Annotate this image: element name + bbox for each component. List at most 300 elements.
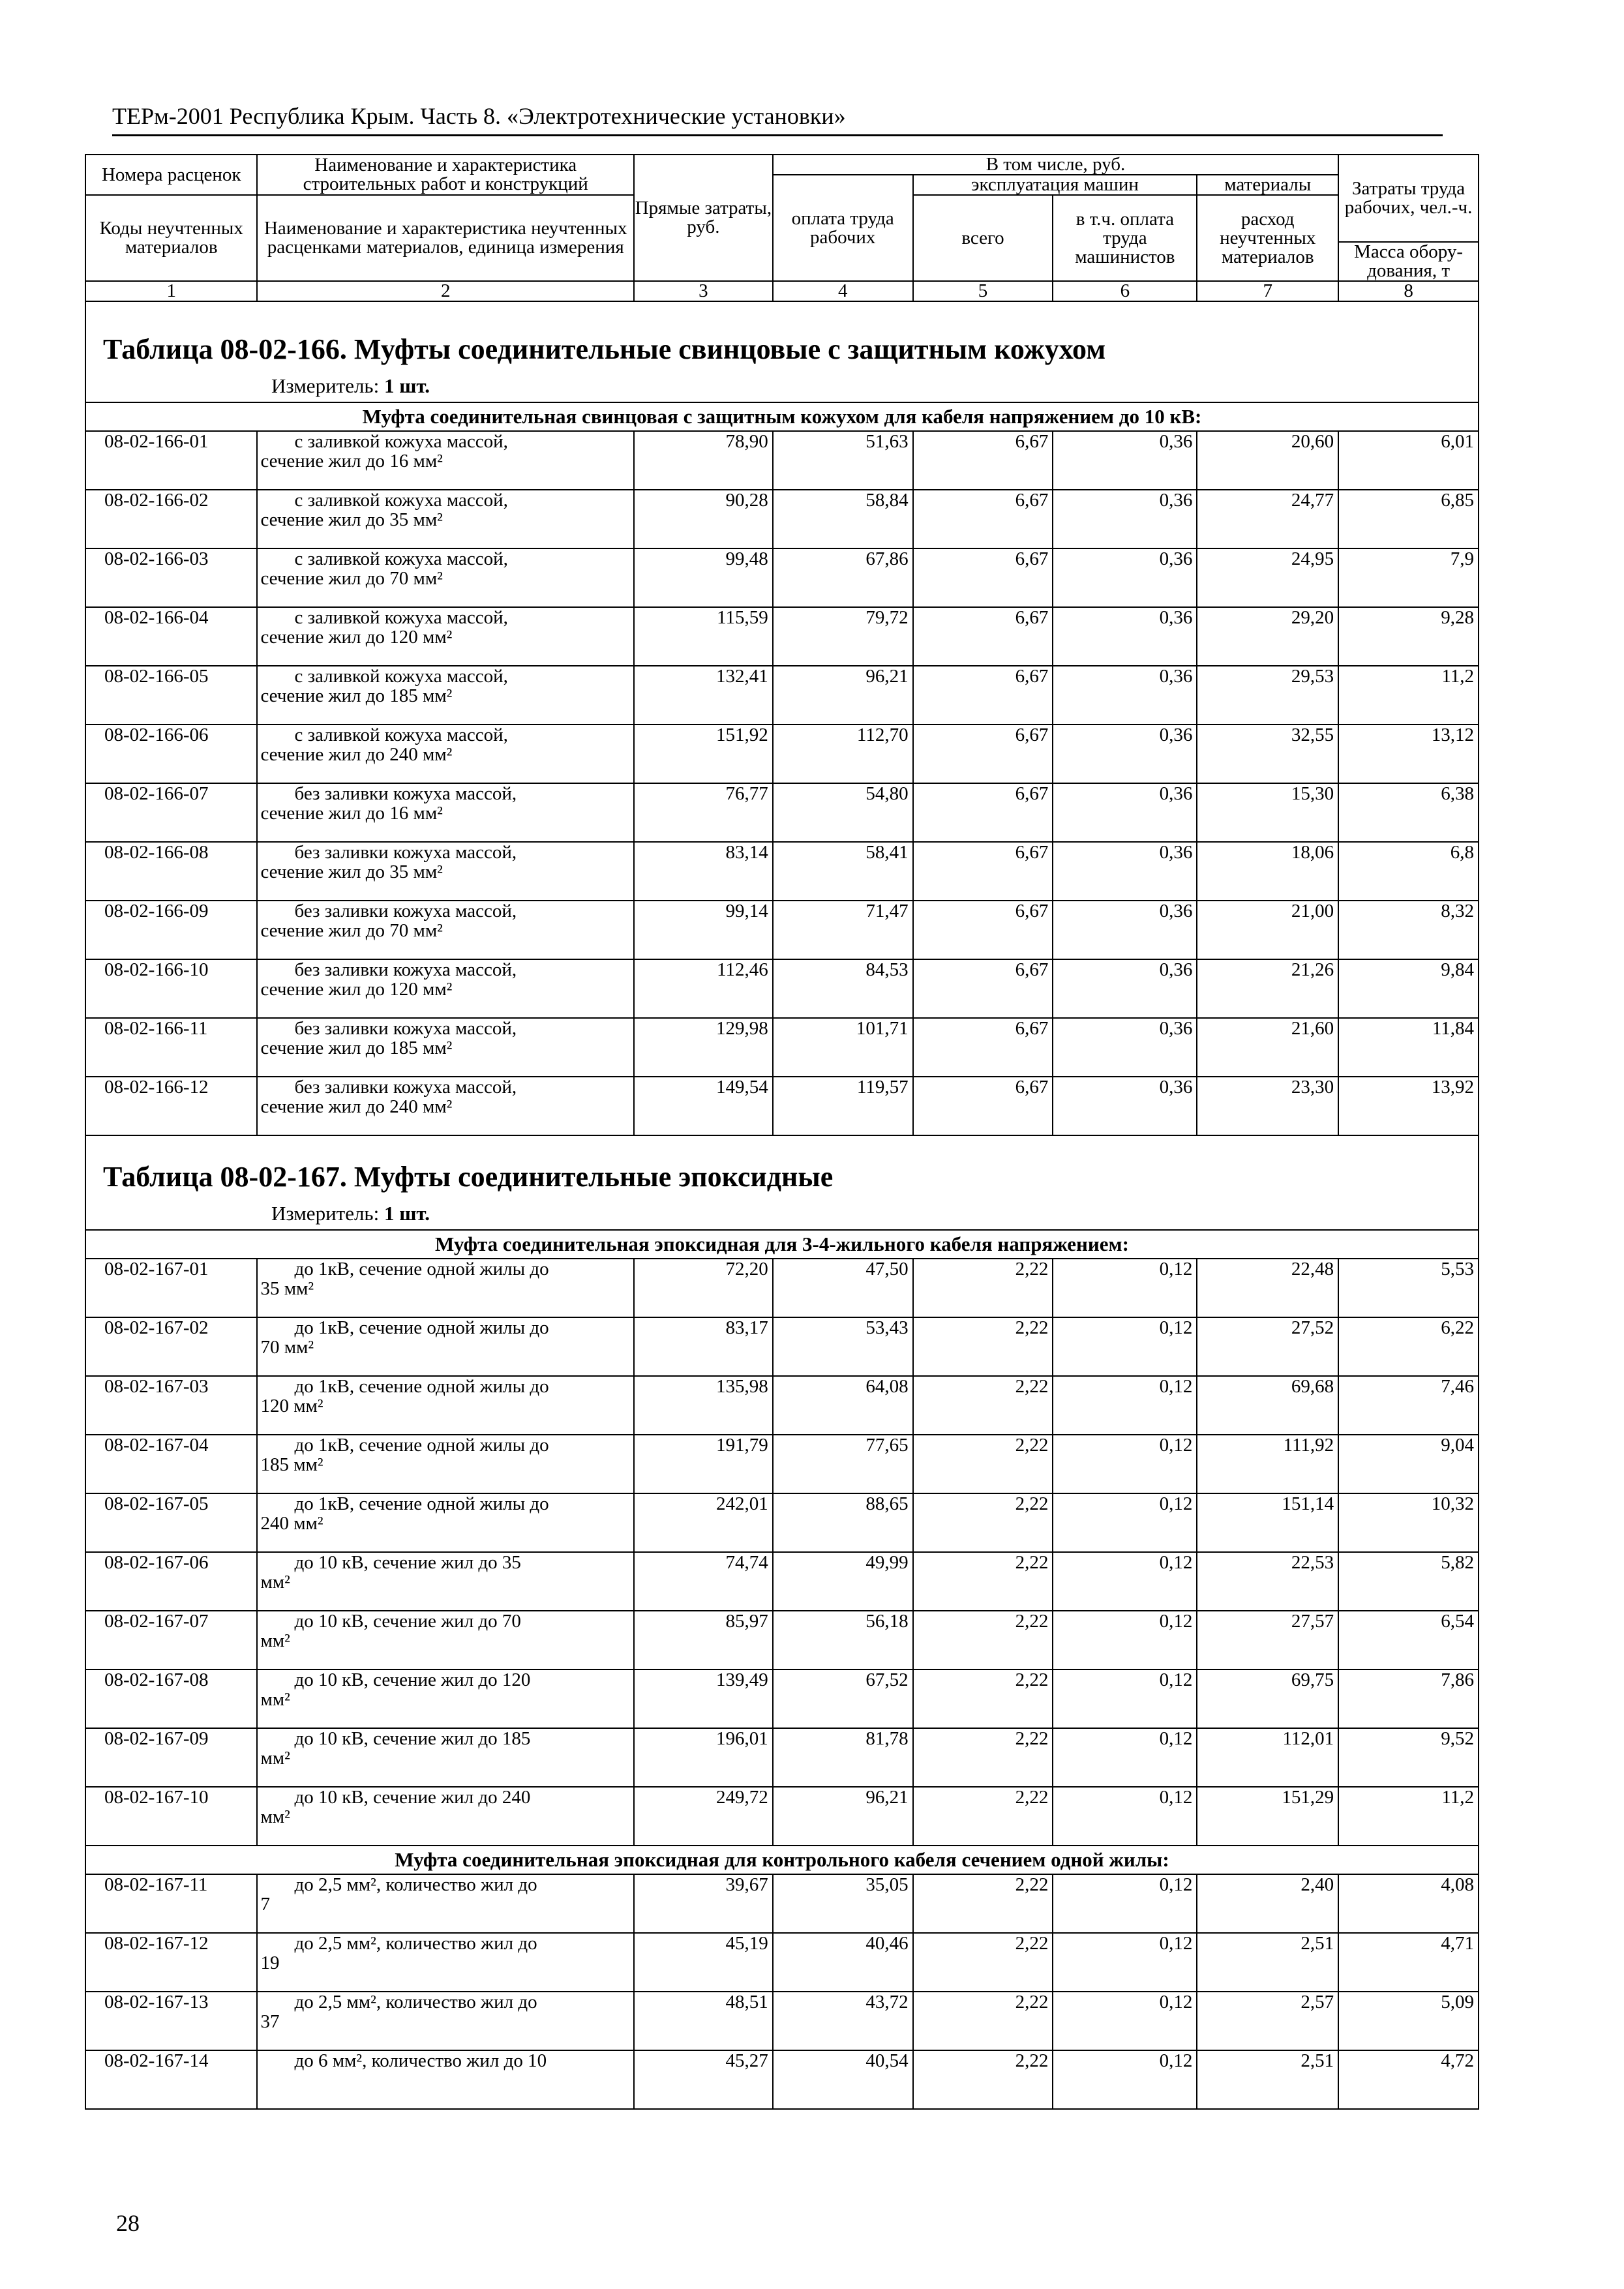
rate-code: 08-02-166-05 bbox=[85, 666, 257, 725]
measure-unit: 1 шт. bbox=[383, 374, 430, 397]
labor-hours: 6,38 bbox=[1338, 783, 1479, 842]
materials-cost: 29,20 bbox=[1197, 607, 1338, 666]
rate-description bbox=[257, 490, 634, 548]
description-line-1: до 1кВ, сечение одной жилы до bbox=[294, 1259, 549, 1279]
labor-hours: 6,01 bbox=[1338, 431, 1479, 490]
table-row bbox=[85, 1728, 1479, 1787]
machines-header: эксплуатация машин bbox=[913, 175, 1197, 195]
description-line-1: до 1кВ, сечение одной жилы до bbox=[294, 1317, 549, 1338]
labor-hours: 6,54 bbox=[1338, 1611, 1479, 1669]
direct-cost: 85,97 bbox=[634, 1611, 773, 1669]
labor-hours: 4,08 bbox=[1338, 1874, 1479, 1933]
materials-cost: 21,00 bbox=[1197, 901, 1338, 959]
machinist-wages: 0,36 bbox=[1053, 901, 1197, 959]
machinist-wages: 0,12 bbox=[1053, 1493, 1197, 1552]
direct-cost: 115,59 bbox=[634, 607, 773, 666]
labor-wages: 96,21 bbox=[773, 666, 913, 725]
labor-hours: 7,9 bbox=[1338, 548, 1479, 607]
machines-total: 2,22 bbox=[913, 1317, 1053, 1376]
description-line-2: 70 мм² bbox=[260, 1337, 314, 1358]
rate-code: 08-02-166-03 bbox=[85, 548, 257, 607]
rate-description bbox=[257, 1611, 634, 1669]
description-line-2: 185 мм² bbox=[260, 1454, 323, 1475]
section-subtitle: Муфта соединительная эпоксидная для контрольного кабеля сечением одной жилы: bbox=[85, 1846, 1479, 1874]
materials-cost: 27,52 bbox=[1197, 1317, 1338, 1376]
description-line-2: сечение жил до 35 мм² bbox=[260, 861, 443, 882]
table-row bbox=[85, 1787, 1479, 1846]
direct-cost: 151,92 bbox=[634, 725, 773, 783]
rate-description bbox=[257, 1669, 634, 1728]
col1-bottom-header: Коды неучтенных материалов bbox=[85, 195, 257, 281]
measure-unit-line bbox=[85, 370, 1479, 402]
rate-description bbox=[257, 431, 634, 490]
machinist-wages: 0,36 bbox=[1053, 431, 1197, 490]
description-line-1: до 6 мм², количество жил до 10 bbox=[294, 2050, 547, 2071]
labor-hours: 6,8 bbox=[1338, 842, 1479, 901]
rate-description bbox=[257, 1992, 634, 2050]
labor-wages: 84,53 bbox=[773, 959, 913, 1018]
labor-hours: 11,84 bbox=[1338, 1018, 1479, 1077]
machinist-wages: 0,36 bbox=[1053, 725, 1197, 783]
table-row bbox=[85, 2050, 1479, 2109]
materials-cost: 69,68 bbox=[1197, 1376, 1338, 1435]
col6-header: в т.ч. оплата труда машинистов bbox=[1053, 195, 1197, 281]
incl-header: В том числе, руб. bbox=[773, 155, 1338, 175]
table-row bbox=[85, 1493, 1479, 1552]
col4-header: оплата труда рабочих bbox=[773, 175, 913, 281]
labor-wages: 119,57 bbox=[773, 1077, 913, 1135]
description-line-2: 37 bbox=[260, 2011, 280, 2032]
description-line-2: сечение жил до 240 мм² bbox=[260, 1096, 453, 1117]
direct-cost: 83,14 bbox=[634, 842, 773, 901]
col1-top-header: Номера расценок bbox=[85, 155, 257, 195]
col8-top-header: Затраты труда рабочих, чел.-ч. bbox=[1338, 155, 1479, 242]
table-row bbox=[85, 842, 1479, 901]
description-line-2: мм² bbox=[260, 1630, 290, 1651]
rate-description bbox=[257, 1259, 634, 1317]
table-title: Таблица 08-02-167. Муфты соединительные эпоксидные bbox=[103, 1161, 834, 1193]
rate-description bbox=[257, 1933, 634, 1992]
machines-total: 6,67 bbox=[913, 1077, 1053, 1135]
description-line-1: до 10 кВ, сечение жил до 35 bbox=[294, 1552, 521, 1573]
direct-cost: 196,01 bbox=[634, 1728, 773, 1787]
labor-hours: 13,92 bbox=[1338, 1077, 1479, 1135]
table-row bbox=[85, 959, 1479, 1018]
section-subtitle: Муфта соединительная свинцовая с защитным кожухом для кабеля напряжением до 10 кВ: bbox=[85, 402, 1479, 431]
machines-total: 2,22 bbox=[913, 1552, 1053, 1611]
description-line-2: мм² bbox=[260, 1689, 290, 1710]
materials-cost: 111,92 bbox=[1197, 1435, 1338, 1493]
machines-total: 6,67 bbox=[913, 548, 1053, 607]
table-row bbox=[85, 431, 1479, 490]
labor-hours: 9,84 bbox=[1338, 959, 1479, 1018]
table-row bbox=[85, 1552, 1479, 1611]
description-line-1: с заливкой кожуха массой, bbox=[294, 725, 508, 745]
measure-unit: 1 шт. bbox=[383, 1202, 430, 1225]
labor-wages: 58,41 bbox=[773, 842, 913, 901]
measure-label: Измеритель: bbox=[271, 1202, 384, 1225]
machines-total: 2,22 bbox=[913, 1259, 1053, 1317]
labor-wages: 67,52 bbox=[773, 1669, 913, 1728]
materials-cost: 112,01 bbox=[1197, 1728, 1338, 1787]
description-line-2: сечение жил до 16 мм² bbox=[260, 451, 443, 471]
labor-wages: 67,86 bbox=[773, 548, 913, 607]
materials-cost: 18,06 bbox=[1197, 842, 1338, 901]
machines-total: 2,22 bbox=[913, 1992, 1053, 2050]
direct-cost: 72,20 bbox=[634, 1259, 773, 1317]
machinist-wages: 0,36 bbox=[1053, 842, 1197, 901]
rate-description bbox=[257, 783, 634, 842]
direct-cost: 48,51 bbox=[634, 1992, 773, 2050]
rate-description bbox=[257, 1376, 634, 1435]
machines-total: 2,22 bbox=[913, 1493, 1053, 1552]
rate-description bbox=[257, 1018, 634, 1077]
machines-total: 2,22 bbox=[913, 1376, 1053, 1435]
table-row bbox=[85, 1018, 1479, 1077]
labor-hours: 9,04 bbox=[1338, 1435, 1479, 1493]
rate-code: 08-02-166-04 bbox=[85, 607, 257, 666]
description-line-1: до 10 кВ, сечение жил до 185 bbox=[294, 1728, 531, 1749]
direct-cost: 99,48 bbox=[634, 548, 773, 607]
labor-hours: 7,46 bbox=[1338, 1376, 1479, 1435]
column-number-cell: 6 bbox=[1053, 281, 1197, 301]
labor-wages: 77,65 bbox=[773, 1435, 913, 1493]
table-row bbox=[85, 1611, 1479, 1669]
table-row bbox=[85, 1077, 1479, 1135]
labor-hours: 4,72 bbox=[1338, 2050, 1479, 2109]
description-line-2: сечение жил до 120 мм² bbox=[260, 979, 453, 1000]
labor-wages: 43,72 bbox=[773, 1992, 913, 2050]
col3-header: Прямые затраты, руб. bbox=[634, 155, 773, 281]
direct-cost: 45,27 bbox=[634, 2050, 773, 2109]
machines-total: 6,67 bbox=[913, 1018, 1053, 1077]
column-number-cell: 3 bbox=[634, 281, 773, 301]
machinist-wages: 0,12 bbox=[1053, 1376, 1197, 1435]
labor-wages: 88,65 bbox=[773, 1493, 913, 1552]
description-line-2: сечение жил до 120 мм² bbox=[260, 627, 453, 648]
rate-description bbox=[257, 2050, 634, 2109]
labor-hours: 9,28 bbox=[1338, 607, 1479, 666]
rate-description bbox=[257, 842, 634, 901]
table-row bbox=[85, 548, 1479, 607]
labor-hours: 9,52 bbox=[1338, 1728, 1479, 1787]
rate-code: 08-02-166-08 bbox=[85, 842, 257, 901]
materials-cost: 22,48 bbox=[1197, 1259, 1338, 1317]
labor-wages: 51,63 bbox=[773, 431, 913, 490]
price-table bbox=[85, 154, 1479, 2110]
labor-wages: 81,78 bbox=[773, 1728, 913, 1787]
rate-code: 08-02-167-02 bbox=[85, 1317, 257, 1376]
description-line-1: без заливки кожуха массой, bbox=[294, 1018, 517, 1039]
labor-hours: 5,09 bbox=[1338, 1992, 1479, 2050]
direct-cost: 139,49 bbox=[634, 1669, 773, 1728]
labor-hours: 11,2 bbox=[1338, 666, 1479, 725]
rate-code: 08-02-167-06 bbox=[85, 1552, 257, 1611]
description-line-1: без заливки кожуха массой, bbox=[294, 959, 517, 980]
rate-code: 08-02-167-03 bbox=[85, 1376, 257, 1435]
machinist-wages: 0,36 bbox=[1053, 490, 1197, 548]
table-row bbox=[85, 1933, 1479, 1992]
rate-code: 08-02-167-13 bbox=[85, 1992, 257, 2050]
labor-hours: 7,86 bbox=[1338, 1669, 1479, 1728]
measure-label: Измеритель: bbox=[271, 374, 384, 397]
direct-cost: 74,74 bbox=[634, 1552, 773, 1611]
labor-hours: 8,32 bbox=[1338, 901, 1479, 959]
measure-unit-line bbox=[85, 1198, 1479, 1230]
description-line-2: 240 мм² bbox=[260, 1513, 323, 1534]
machines-total: 2,22 bbox=[913, 1933, 1053, 1992]
rate-code: 08-02-167-10 bbox=[85, 1787, 257, 1846]
direct-cost: 249,72 bbox=[634, 1787, 773, 1846]
materials-cost: 2,57 bbox=[1197, 1992, 1338, 2050]
materials-cost: 21,60 bbox=[1197, 1018, 1338, 1077]
labor-wages: 96,21 bbox=[773, 1787, 913, 1846]
labor-wages: 79,72 bbox=[773, 607, 913, 666]
machinist-wages: 0,12 bbox=[1053, 1669, 1197, 1728]
column-number-cell: 8 bbox=[1338, 281, 1479, 301]
machinist-wages: 0,36 bbox=[1053, 959, 1197, 1018]
description-line-1: до 10 кВ, сечение жил до 70 bbox=[294, 1611, 521, 1632]
rate-code: 08-02-167-14 bbox=[85, 2050, 257, 2109]
direct-cost: 83,17 bbox=[634, 1317, 773, 1376]
rate-code: 08-02-167-08 bbox=[85, 1669, 257, 1728]
description-line-2: 120 мм² bbox=[260, 1396, 323, 1416]
machines-total: 6,67 bbox=[913, 783, 1053, 842]
col7-header: расход неучтенных материалов bbox=[1197, 195, 1338, 281]
machinist-wages: 0,36 bbox=[1053, 666, 1197, 725]
labor-wages: 64,08 bbox=[773, 1376, 913, 1435]
labor-hours: 6,85 bbox=[1338, 490, 1479, 548]
labor-wages: 35,05 bbox=[773, 1874, 913, 1933]
labor-hours: 6,22 bbox=[1338, 1317, 1479, 1376]
materials-cost: 24,95 bbox=[1197, 548, 1338, 607]
materials-cost: 151,14 bbox=[1197, 1493, 1338, 1552]
rate-code: 08-02-166-10 bbox=[85, 959, 257, 1018]
table-row bbox=[85, 1317, 1479, 1376]
labor-wages: 40,54 bbox=[773, 2050, 913, 2109]
rate-code: 08-02-167-12 bbox=[85, 1933, 257, 1992]
direct-cost: 90,28 bbox=[634, 490, 773, 548]
rate-code: 08-02-166-11 bbox=[85, 1018, 257, 1077]
rate-description bbox=[257, 1728, 634, 1787]
materials-cost: 21,26 bbox=[1197, 959, 1338, 1018]
machinist-wages: 0,12 bbox=[1053, 1787, 1197, 1846]
machines-total: 6,67 bbox=[913, 725, 1053, 783]
direct-cost: 78,90 bbox=[634, 431, 773, 490]
materials-cost: 32,55 bbox=[1197, 725, 1338, 783]
labor-hours: 4,71 bbox=[1338, 1933, 1479, 1992]
rate-code: 08-02-166-07 bbox=[85, 783, 257, 842]
machines-total: 2,22 bbox=[913, 1611, 1053, 1669]
machines-total: 6,67 bbox=[913, 666, 1053, 725]
labor-wages: 49,99 bbox=[773, 1552, 913, 1611]
rate-description bbox=[257, 1787, 634, 1846]
machinist-wages: 0,36 bbox=[1053, 1077, 1197, 1135]
machinist-wages: 0,36 bbox=[1053, 1018, 1197, 1077]
description-line-2: сечение жил до 185 мм² bbox=[260, 1038, 453, 1058]
machines-total: 6,67 bbox=[913, 842, 1053, 901]
direct-cost: 39,67 bbox=[634, 1874, 773, 1933]
labor-wages: 40,46 bbox=[773, 1933, 913, 1992]
direct-cost: 76,77 bbox=[634, 783, 773, 842]
machinist-wages: 0,12 bbox=[1053, 1259, 1197, 1317]
column-number-row bbox=[85, 281, 1479, 301]
table-row bbox=[85, 1435, 1479, 1493]
materials-header: материалы bbox=[1197, 175, 1338, 195]
description-line-1: до 10 кВ, сечение жил до 120 bbox=[294, 1669, 531, 1690]
labor-hours: 5,53 bbox=[1338, 1259, 1479, 1317]
description-line-1: без заливки кожуха массой, bbox=[294, 901, 517, 921]
materials-cost: 27,57 bbox=[1197, 1611, 1338, 1669]
materials-cost: 15,30 bbox=[1197, 783, 1338, 842]
rate-description bbox=[257, 901, 634, 959]
rate-description bbox=[257, 607, 634, 666]
machinist-wages: 0,36 bbox=[1053, 783, 1197, 842]
column-number-cell: 7 bbox=[1197, 281, 1338, 301]
machinist-wages: 0,12 bbox=[1053, 1317, 1197, 1376]
description-line-1: до 1кВ, сечение одной жилы до bbox=[294, 1435, 549, 1456]
labor-hours: 13,12 bbox=[1338, 725, 1479, 783]
direct-cost: 242,01 bbox=[634, 1493, 773, 1552]
column-number-cell: 5 bbox=[913, 281, 1053, 301]
description-line-2: сечение жил до 16 мм² bbox=[260, 803, 443, 824]
description-line-2: 7 bbox=[260, 1894, 270, 1915]
rate-description bbox=[257, 666, 634, 725]
table-row bbox=[85, 1669, 1479, 1728]
labor-wages: 56,18 bbox=[773, 1611, 913, 1669]
rate-code: 08-02-166-02 bbox=[85, 490, 257, 548]
machines-total: 2,22 bbox=[913, 1728, 1053, 1787]
col2-top-header: Наименование и характеристика строительных работ и конструкций bbox=[257, 155, 634, 195]
description-line-1: до 2,5 мм², количество жил до bbox=[294, 1874, 537, 1895]
machines-total: 2,22 bbox=[913, 1787, 1053, 1846]
description-line-2: 19 bbox=[260, 1952, 280, 1973]
materials-cost: 20,60 bbox=[1197, 431, 1338, 490]
description-line-2: сечение жил до 35 мм² bbox=[260, 509, 443, 530]
materials-cost: 2,40 bbox=[1197, 1874, 1338, 1933]
machinist-wages: 0,12 bbox=[1053, 1611, 1197, 1669]
column-number-cell: 1 bbox=[85, 281, 257, 301]
description-line-2: мм² bbox=[260, 1572, 290, 1593]
table-body bbox=[85, 155, 1479, 2109]
rate-code: 08-02-167-09 bbox=[85, 1728, 257, 1787]
machinist-wages: 0,36 bbox=[1053, 548, 1197, 607]
table-row bbox=[85, 1259, 1479, 1317]
rate-code: 08-02-166-09 bbox=[85, 901, 257, 959]
rate-description bbox=[257, 1077, 634, 1135]
materials-cost: 69,75 bbox=[1197, 1669, 1338, 1728]
machines-total: 2,22 bbox=[913, 1669, 1053, 1728]
description-line-1: до 1кВ, сечение одной жилы до bbox=[294, 1376, 549, 1397]
labor-wages: 101,71 bbox=[773, 1018, 913, 1077]
labor-wages: 71,47 bbox=[773, 901, 913, 959]
rate-code: 08-02-167-11 bbox=[85, 1874, 257, 1933]
rate-code: 08-02-166-12 bbox=[85, 1077, 257, 1135]
description-line-2: сечение жил до 70 мм² bbox=[260, 920, 443, 941]
table-row bbox=[85, 901, 1479, 959]
table-row bbox=[85, 1874, 1479, 1933]
page-number: 28 bbox=[116, 2210, 140, 2236]
description-line-1: с заливкой кожуха массой, bbox=[294, 431, 508, 452]
direct-cost: 45,19 bbox=[634, 1933, 773, 1992]
rate-code: 08-02-167-05 bbox=[85, 1493, 257, 1552]
rate-description bbox=[257, 725, 634, 783]
labor-wages: 112,70 bbox=[773, 725, 913, 783]
description-line-1: без заливки кожуха массой, bbox=[294, 1077, 517, 1098]
machinist-wages: 0,12 bbox=[1053, 1552, 1197, 1611]
machinist-wages: 0,12 bbox=[1053, 1435, 1197, 1493]
materials-cost: 22,53 bbox=[1197, 1552, 1338, 1611]
direct-cost: 191,79 bbox=[634, 1435, 773, 1493]
machinist-wages: 0,12 bbox=[1053, 1728, 1197, 1787]
machines-total: 6,67 bbox=[913, 959, 1053, 1018]
rate-description bbox=[257, 959, 634, 1018]
running-header: ТЕРм-2001 Республика Крым. Часть 8. «Электротехнические установки» bbox=[112, 98, 1443, 136]
description-line-2: 35 мм² bbox=[260, 1278, 314, 1299]
table-row bbox=[85, 490, 1479, 548]
column-number-cell: 4 bbox=[773, 281, 913, 301]
description-line-1: без заливки кожуха массой, bbox=[294, 842, 517, 863]
direct-cost: 149,54 bbox=[634, 1077, 773, 1135]
table-row bbox=[85, 1376, 1479, 1435]
rate-description bbox=[257, 1435, 634, 1493]
materials-cost: 2,51 bbox=[1197, 2050, 1338, 2109]
description-line-1: без заливки кожуха массой, bbox=[294, 783, 517, 804]
materials-cost: 29,53 bbox=[1197, 666, 1338, 725]
table-row bbox=[85, 783, 1479, 842]
rate-code: 08-02-166-06 bbox=[85, 725, 257, 783]
description-line-1: с заливкой кожуха массой, bbox=[294, 607, 508, 628]
col8-bottom-header: Масса обору-дования, т bbox=[1338, 242, 1479, 281]
machinist-wages: 0,36 bbox=[1053, 607, 1197, 666]
col2-bottom-header: Наименование и характеристика неучтенных расценками материалов, единица измерения bbox=[257, 195, 634, 281]
materials-cost: 24,77 bbox=[1197, 490, 1338, 548]
rate-code: 08-02-166-01 bbox=[85, 431, 257, 490]
direct-cost: 132,41 bbox=[634, 666, 773, 725]
labor-wages: 54,80 bbox=[773, 783, 913, 842]
table-row bbox=[85, 666, 1479, 725]
description-line-2: мм² bbox=[260, 1806, 290, 1827]
direct-cost: 99,14 bbox=[634, 901, 773, 959]
table-title-cell bbox=[85, 1135, 1479, 1198]
rate-description bbox=[257, 1317, 634, 1376]
direct-cost: 129,98 bbox=[634, 1018, 773, 1077]
materials-cost: 2,51 bbox=[1197, 1933, 1338, 1992]
table-title: Таблица 08-02-166. Муфты соединительные свинцовые с защитным кожухом bbox=[103, 333, 1106, 365]
machines-total: 2,22 bbox=[913, 1874, 1053, 1933]
rate-description bbox=[257, 1493, 634, 1552]
labor-wages: 58,84 bbox=[773, 490, 913, 548]
table-title-cell bbox=[85, 301, 1479, 370]
direct-cost: 112,46 bbox=[634, 959, 773, 1018]
direct-cost: 135,98 bbox=[634, 1376, 773, 1435]
description-line-2: сечение жил до 70 мм² bbox=[260, 568, 443, 589]
section-subtitle: Муфта соединительная эпоксидная для 3-4-жильного кабеля напряжением: bbox=[85, 1230, 1479, 1259]
description-line-1: до 2,5 мм², количество жил до bbox=[294, 1933, 537, 1954]
description-line-2: мм² bbox=[260, 1748, 290, 1769]
machinist-wages: 0,12 bbox=[1053, 1874, 1197, 1933]
column-number-cell: 2 bbox=[257, 281, 634, 301]
machines-total: 6,67 bbox=[913, 490, 1053, 548]
description-line-2: сечение жил до 185 мм² bbox=[260, 685, 453, 706]
machines-total: 2,22 bbox=[913, 2050, 1053, 2109]
labor-hours: 5,82 bbox=[1338, 1552, 1479, 1611]
labor-wages: 53,43 bbox=[773, 1317, 913, 1376]
description-line-1: с заливкой кожуха массой, bbox=[294, 666, 508, 687]
labor-hours: 10,32 bbox=[1338, 1493, 1479, 1552]
description-line-1: до 10 кВ, сечение жил до 240 bbox=[294, 1787, 531, 1808]
machines-total: 6,67 bbox=[913, 431, 1053, 490]
